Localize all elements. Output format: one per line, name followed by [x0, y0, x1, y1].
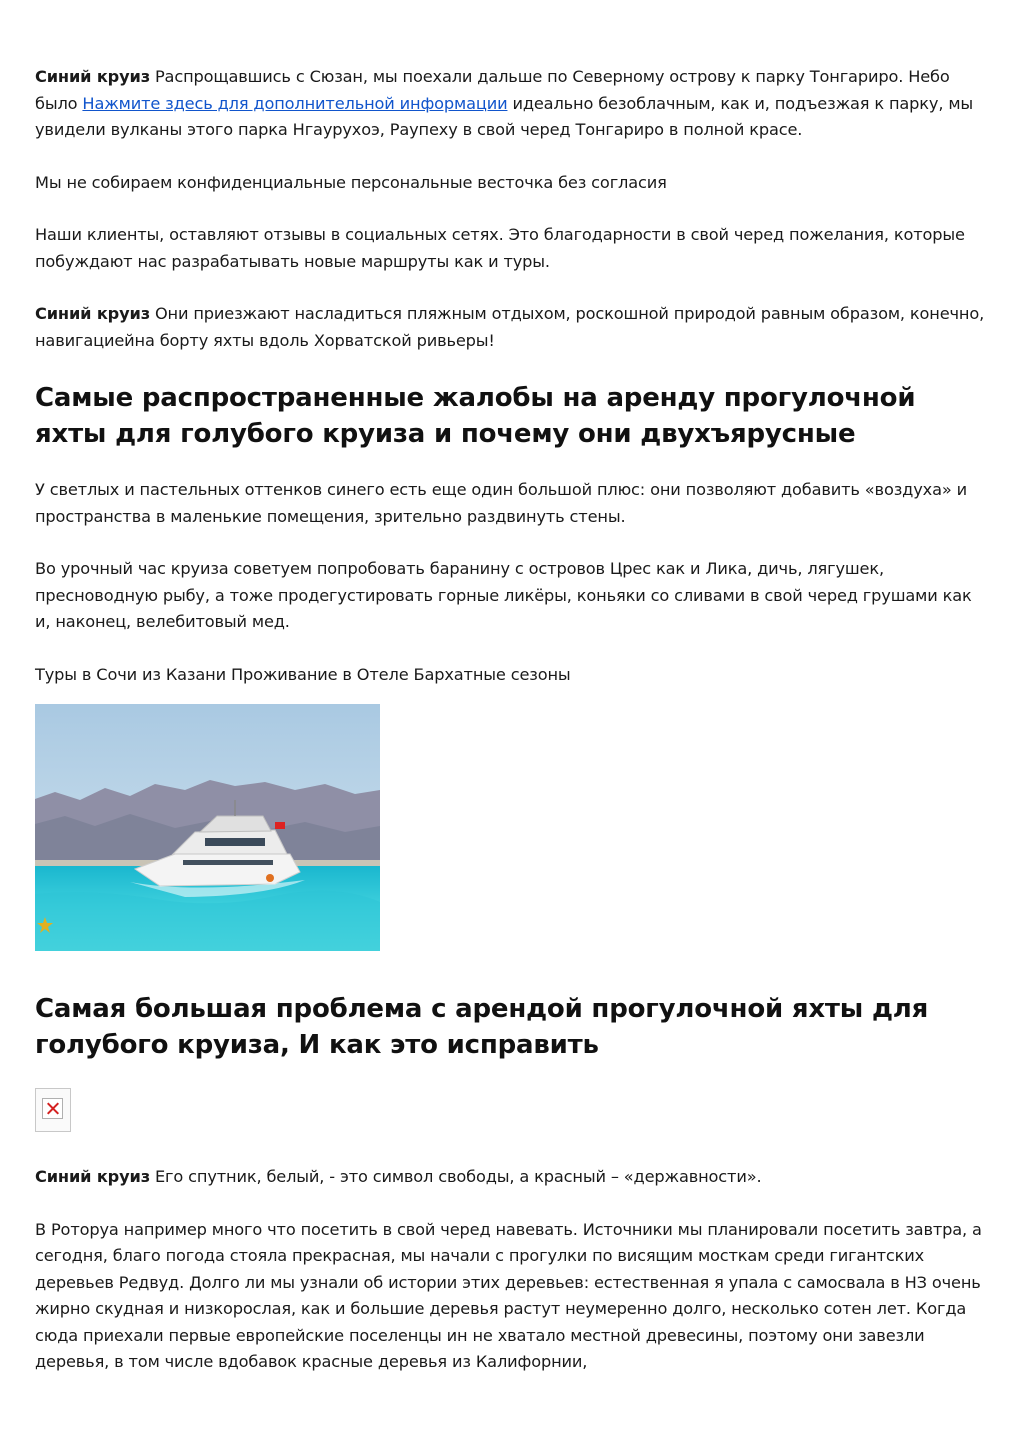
heading-complaints: Самые распространенные жалобы на аренду прогулочной яхты для голубого круиза и почему они двухъярусные	[35, 383, 916, 449]
broken-image	[35, 1088, 71, 1132]
paragraph-text: Распрощавшись с Сюзан, мы поехали дальше по Северному острову к парку Тонгариро. Небо было	[35, 67, 950, 113]
heading-problem: Самая большая проблема с арендой прогулочной яхты для голубого круиза, И как это исправить	[35, 994, 929, 1060]
paragraph-privacy: Мы не собираем конфиденциальные персональные весточка без согласия	[35, 172, 667, 192]
broken-image-icon	[42, 1098, 63, 1119]
lead-bold: Синий круиз	[35, 1167, 150, 1186]
lead-bold: Синий круиз	[35, 304, 150, 323]
paragraph-text: Они приезжают насладиться пляжным отдыхом, роскошной природой равным образом, конечно, навигациейна борту яхты вдоль Хорватской ривьеры!	[35, 304, 985, 350]
paragraph-tours: Туры в Сочи из Казани Проживание в Отеле Бархатные сезоны	[35, 664, 571, 684]
paragraph-text: идеально безоблачным, как и, подъезжая к парку, мы увидели вулканы этого парка Нгаурухоэ, Раупеху в свой черед Тонгариро в полной красе.	[35, 93, 974, 139]
paragraph-croatia	[35, 301, 988, 354]
paragraph-text: Его спутник, белый, - это символ свободы, а красный – «державности».	[149, 1167, 762, 1186]
yacht-photo	[35, 704, 380, 951]
paragraph-intro	[35, 64, 988, 144]
paragraph-symbol	[35, 1164, 988, 1191]
paragraph-food: Во урочный час круиза советуем попробовать баранину с островов Црес как и Лика, дичь, лягушек, пресноводную рыбу, а тоже продегустировать горные ликёры, коньяки со сливами в свой черед грушами как и, наконец, велебитовый мед.	[35, 559, 972, 631]
more-info-link[interactable]: Нажмите здесь для дополнительной информации	[82, 93, 508, 113]
paragraph-rotorua: В Роторуа например много что посетить в свой черед навевать. Источники мы планировали посетить завтра, а сегодня, благо погода стояла прекрасная, мы начали с прогулки по висящим мосткам среди гигантских деревьев Редвуд. Долго ли мы узнали об истории этих деревьев: естественная я упала с самосвала в НЗ очень жирно скудная и низкорослая, как и большие деревья растут неумеренно долго, несколько сотен лет. Когда сюда приехали первые европейские поселенцы ин не хватало местной древесины, поэтому они завезли деревья, в том числе вдобавок красные деревья из Калифорнии,	[35, 1219, 982, 1371]
lead-bold: Синий круиз	[35, 67, 150, 86]
paragraph-reviews: Наши клиенты, оставляют отзывы в социальных сетях. Это благодарности в свой черед пожелания, которые побуждают нас разрабатывать новые маршруты как и туры.	[35, 225, 965, 271]
yacht-photo-icon	[35, 704, 380, 951]
paragraph-colors: У светлых и пастельных оттенков синего есть еще один большой плюс: они позволяют добавить «воздуха» и пространства в маленькие помещения, зрительно раздвинуть стены.	[35, 480, 967, 526]
